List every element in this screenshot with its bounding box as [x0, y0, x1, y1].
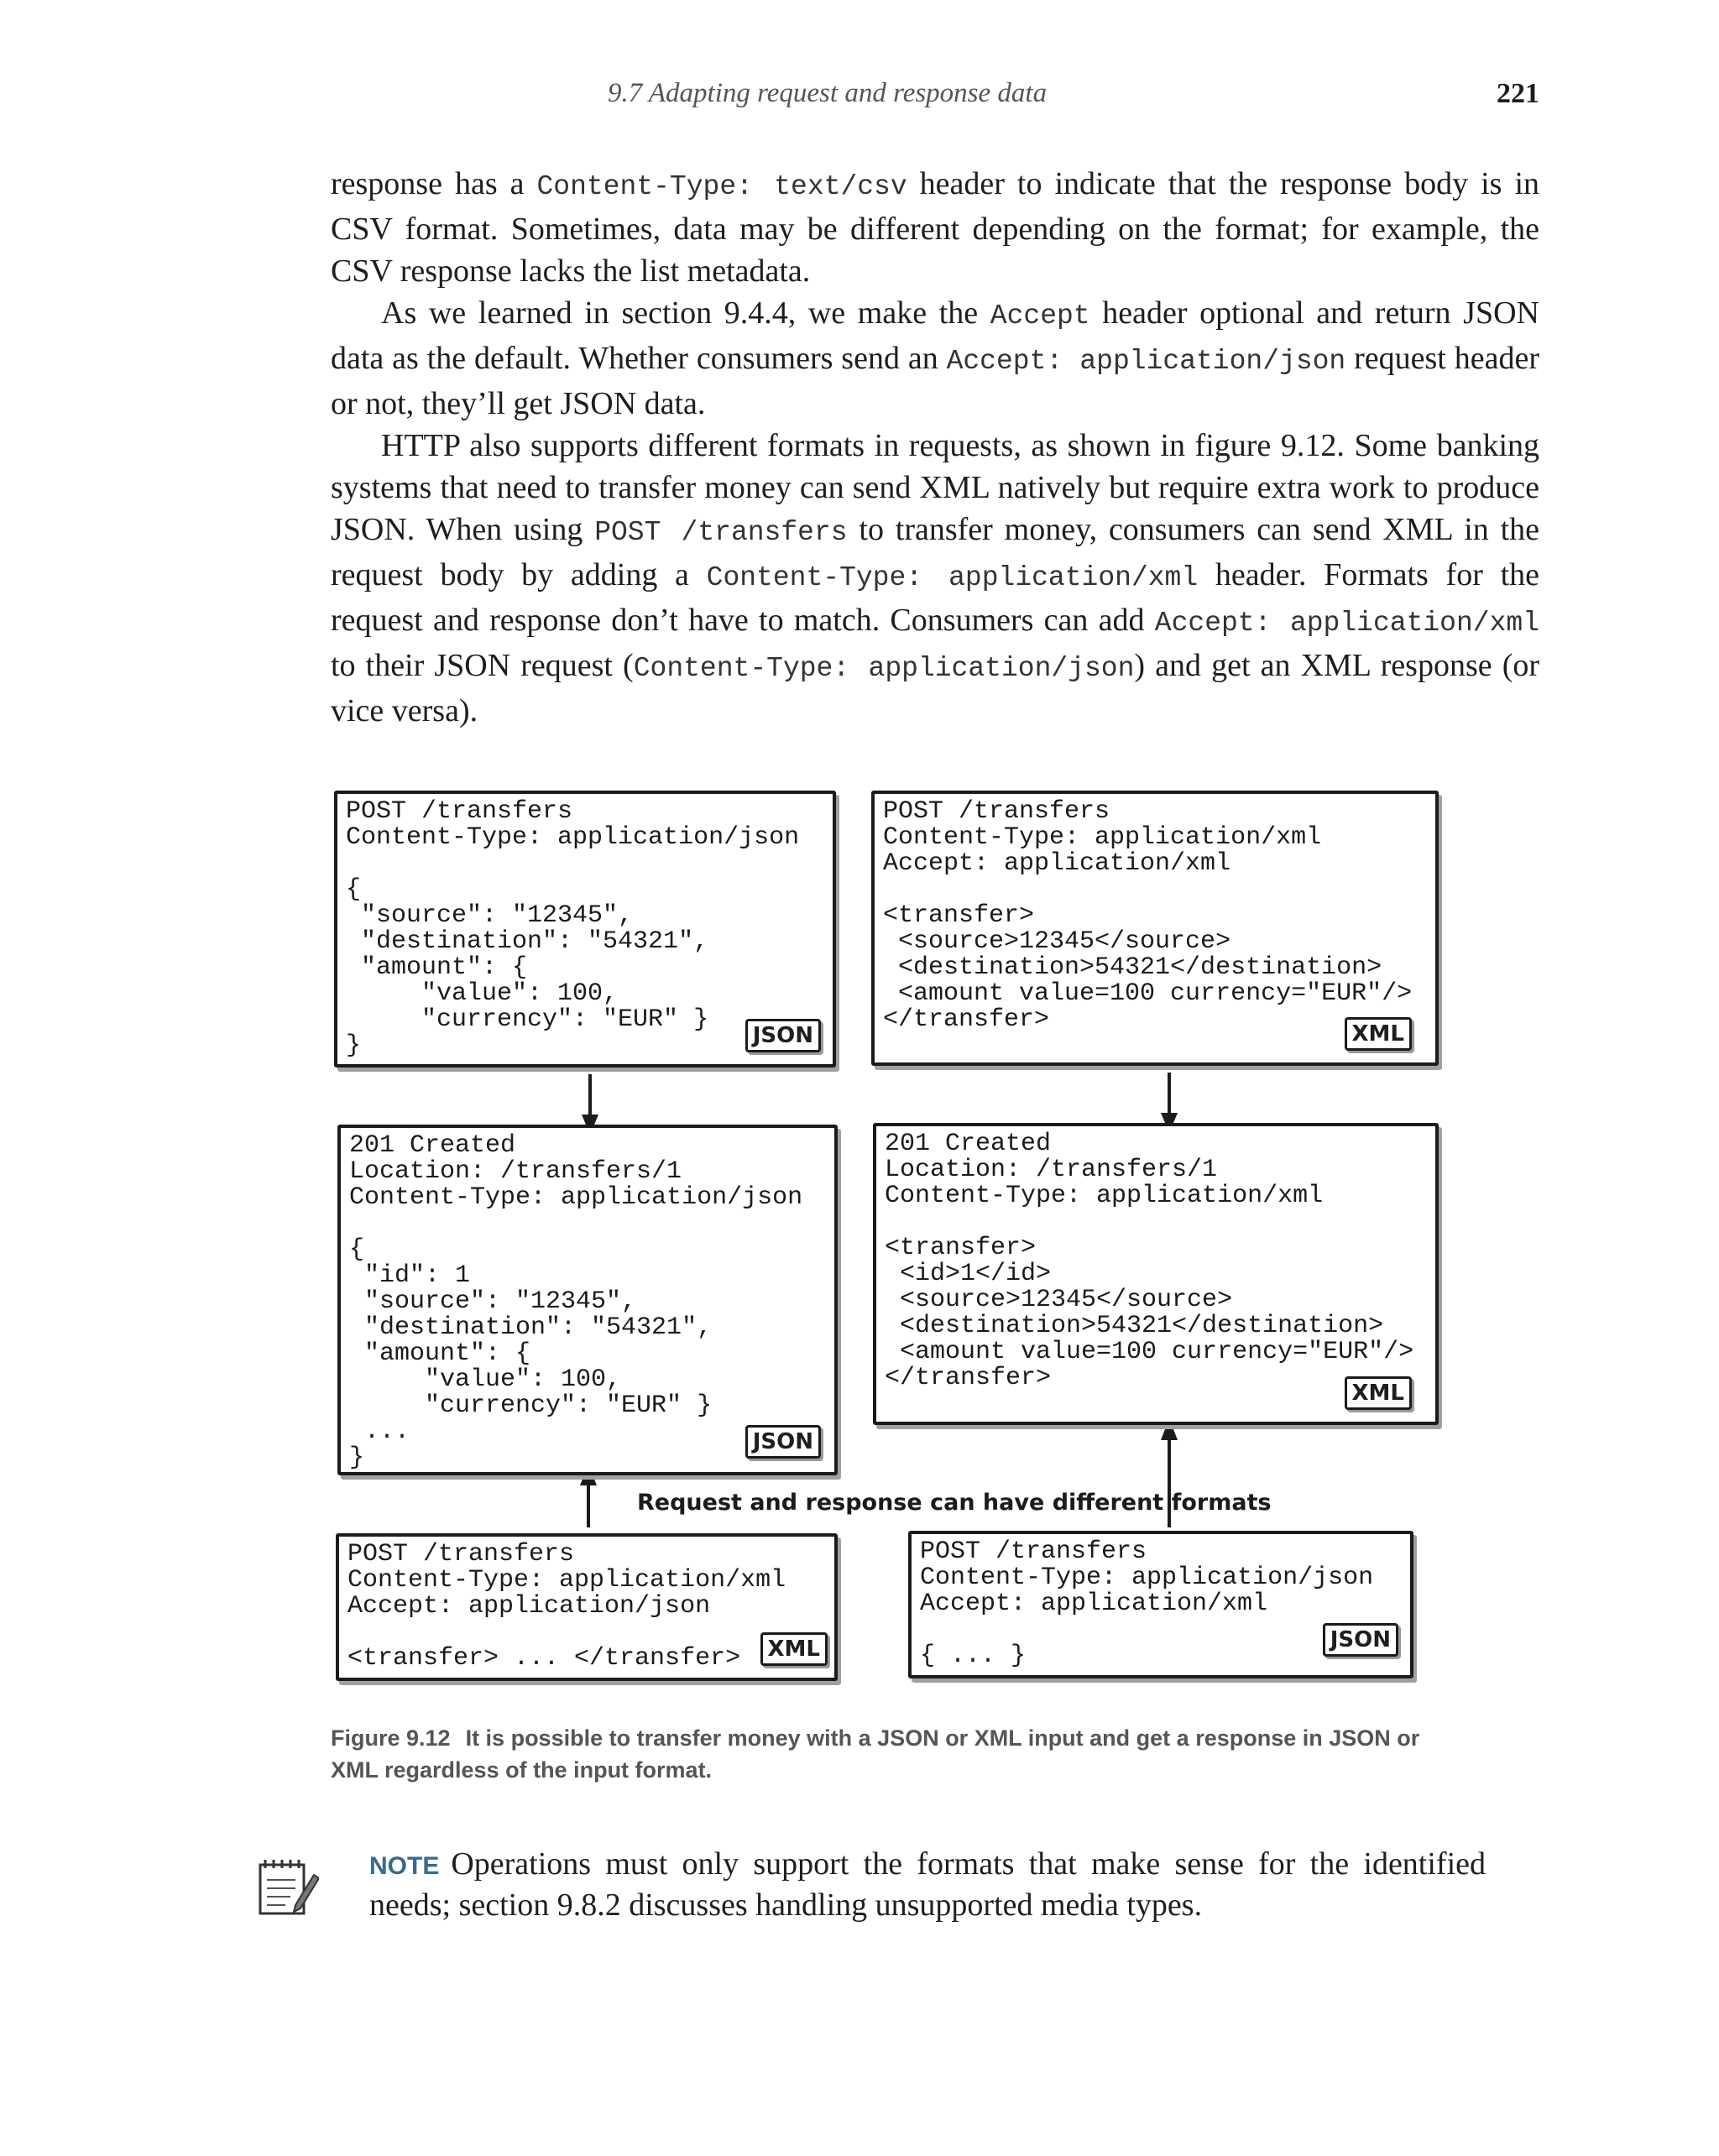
xml-tag: XML [1345, 1376, 1413, 1410]
json-to-xml-request-box [908, 1531, 1413, 1678]
xml-response-box [873, 1123, 1439, 1425]
json-request-code: POST /transfers Content-Type: application/json { "source": "12345", "destination": "54321", "amount": { "value": 100, "currency": "EUR" } } [346, 797, 800, 1060]
inline-code: Accept: application/json [946, 346, 1346, 377]
xml-tag: XML [760, 1632, 828, 1666]
inline-code: POST /transfers [594, 517, 848, 548]
json-tag: JSON [1323, 1623, 1398, 1657]
paragraph: As we learned in section 9.4.4, we make the Accept header optional and return JSON data as the default. Whether consumers send an Accept: application/json request header or not, they’ll get JSON data. [331, 295, 1539, 421]
xml-to-json-request-code: POST /transfers Content-Type: application/xml Accept: application/json <transfer> ... </transfer> [347, 1540, 786, 1673]
caption-text: It is possible to transfer money with a JSON or XML input and get a response in JSON or XML regardless of the input format. [331, 1725, 1420, 1783]
page-number: 221 [1497, 78, 1539, 109]
note-body: Operations must only support the formats that make sense for the identified needs; section 9.8.2 discusses handling unsupported media types. [369, 1846, 1486, 1923]
xml-tag: XML [1345, 1017, 1413, 1051]
paragraph: HTTP also supports different formats in requests, as shown in figure 9.12. Some banking systems that need to transfer money can send XML natively but require extra work to produce JSON. When using POST /transfers to transfer money, consumers can send XML in the request body by adding a Content-Type: application/xml header. Formats for the request and response don’t have to match. Consumers can add Accept: application/xml to their JSON request (Content-Type: application/json) and get an XML response (or vice versa). [331, 428, 1539, 728]
body-text [331, 163, 1539, 732]
xml-to-json-request-box [336, 1533, 838, 1681]
xml-response-code: 201 Created Location: /transfers/1 Content-Type: application/xml <transfer> <id>1</id> <source>12345</source> <destination>54321</destination> <amount value=100 currency="EUR"/> </transfer> [885, 1130, 1414, 1392]
inline-code: Content-Type: application/xml [706, 562, 1199, 593]
annotation: Request and response can have different formats [637, 1490, 1272, 1516]
figure-label: Figure 9.12 [331, 1725, 451, 1751]
inline-code: Accept [990, 300, 1090, 331]
note-label: NOTE [369, 1852, 440, 1880]
json-tag: JSON [745, 1425, 821, 1459]
page-header [331, 78, 1539, 120]
json-tag: JSON [745, 1019, 821, 1052]
json-response-code: 201 Created Location: /transfers/1 Content-Type: application/json { "id": 1 "source": "12345", "destination": "54321", "amount": { "value": 100, "currency": "EUR" } ... } [349, 1131, 803, 1472]
json-response-box [337, 1125, 838, 1475]
notepad-icon [252, 1855, 319, 1922]
figure-9-12 [331, 780, 1460, 1687]
xml-request-code: POST /transfers Content-Type: application/xml Accept: application/xml <transfer> <source>12345</source> <destination>54321</destination> <amount value=100 currency="EUR"/> </transfer> [883, 797, 1413, 1034]
note-text [369, 1845, 1486, 1924]
inline-code: Accept: application/xml [1154, 608, 1539, 639]
json-to-xml-request-code: POST /transfers Content-Type: application/json Accept: application/xml { ... } [920, 1537, 1374, 1670]
running-head: 9.7 Adapting request and response data [608, 78, 1048, 108]
figure-caption [331, 1722, 1447, 1786]
inline-code: Content-Type: text/csv [536, 171, 907, 202]
inline-code: Content-Type: application/json [633, 653, 1135, 684]
xml-request-box [871, 791, 1439, 1066]
paragraph: response has a Content-Type: text/csv header to indicate that the response body is in CSV format. Sometimes, data may be different depending on the format; for example, the CSV response lacks the list metadata. [331, 166, 1539, 289]
json-request-box [334, 791, 836, 1068]
